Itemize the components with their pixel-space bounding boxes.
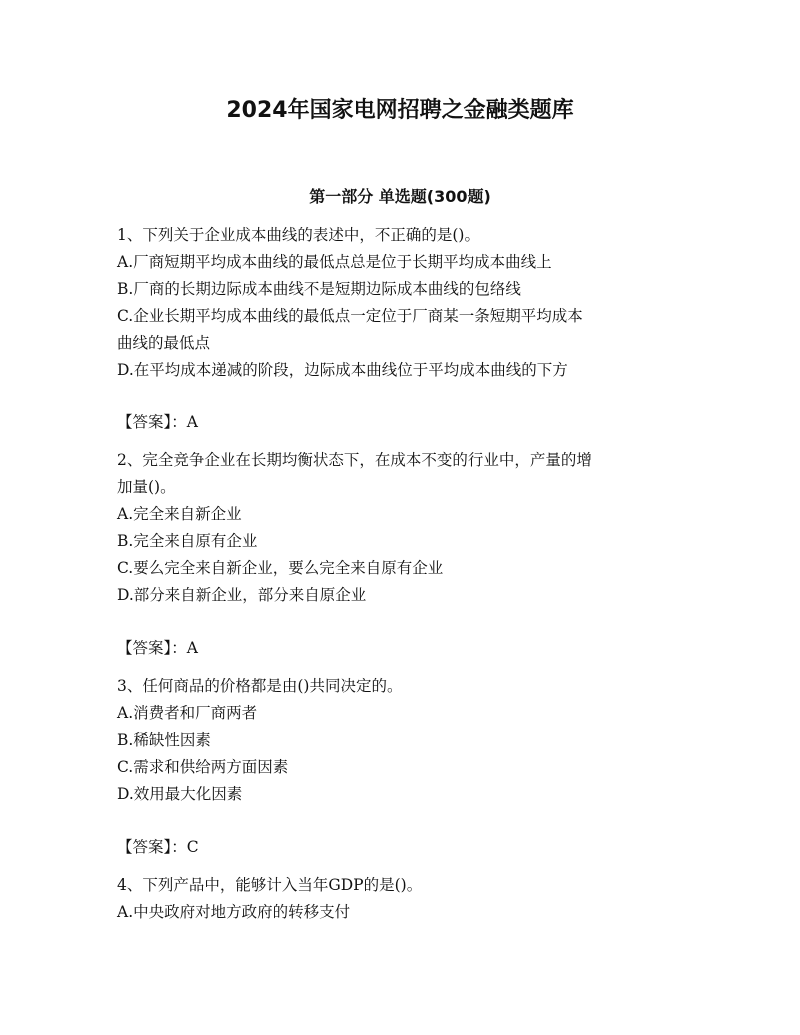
question-stem: 2、完全竞争企业在长期均衡状态下，在成本不变的行业中，产量的增 [117, 451, 592, 469]
section-title: 第一部分 单选题(300题) [309, 187, 491, 206]
option-b: B.稀缺性因素 [117, 731, 211, 749]
answer-2: 【答案】：A [117, 639, 198, 657]
answer-1: 【答案】：A [117, 413, 198, 431]
question-stem: 3、任何商品的价格都是由()共同决定的。 [117, 677, 403, 695]
document-title: 2024年国家电网招聘之金融类题库 [226, 98, 574, 123]
option-d: D.部分来自新企业，部分来自原企业 [117, 586, 367, 604]
question-3 [117, 673, 677, 808]
answer-3: 【答案】：C [117, 838, 199, 856]
question-list [117, 222, 677, 926]
option-a: A.消费者和厂商两者 [117, 704, 258, 722]
option-b: B.厂商的长期边际成本曲线不是短期边际成本曲线的包络线 [117, 280, 521, 298]
option-d: D.在平均成本递减的阶段，边际成本曲线位于平均成本曲线的下方 [117, 361, 568, 379]
option-b: B.完全来自原有企业 [117, 532, 258, 550]
question-stem-continued: 加量()。 [117, 478, 176, 496]
question-4 [117, 872, 677, 926]
option-a: A.中央政府对地方政府的转移支付 [117, 903, 351, 921]
option-c-continued: 曲线的最低点 [117, 334, 211, 352]
option-c: C.企业长期平均成本曲线的最低点一定位于厂商某一条短期平均成本 [117, 307, 583, 325]
option-c: C.需求和供给两方面因素 [117, 758, 289, 776]
option-a: A.厂商短期平均成本曲线的最低点总是位于长期平均成本曲线上 [117, 253, 552, 271]
option-a: A.完全来自新企业 [117, 505, 242, 523]
option-d: D.效用最大化因素 [117, 785, 243, 803]
option-c: C.要么完全来自新企业，要么完全来自原有企业 [117, 559, 444, 577]
question-2 [117, 447, 677, 609]
question-stem: 1、下列关于企业成本曲线的表述中，不正确的是()。 [117, 226, 480, 244]
question-stem: 4、下列产品中，能够计入当年GDP的是()。 [117, 876, 423, 894]
question-1 [117, 222, 677, 384]
